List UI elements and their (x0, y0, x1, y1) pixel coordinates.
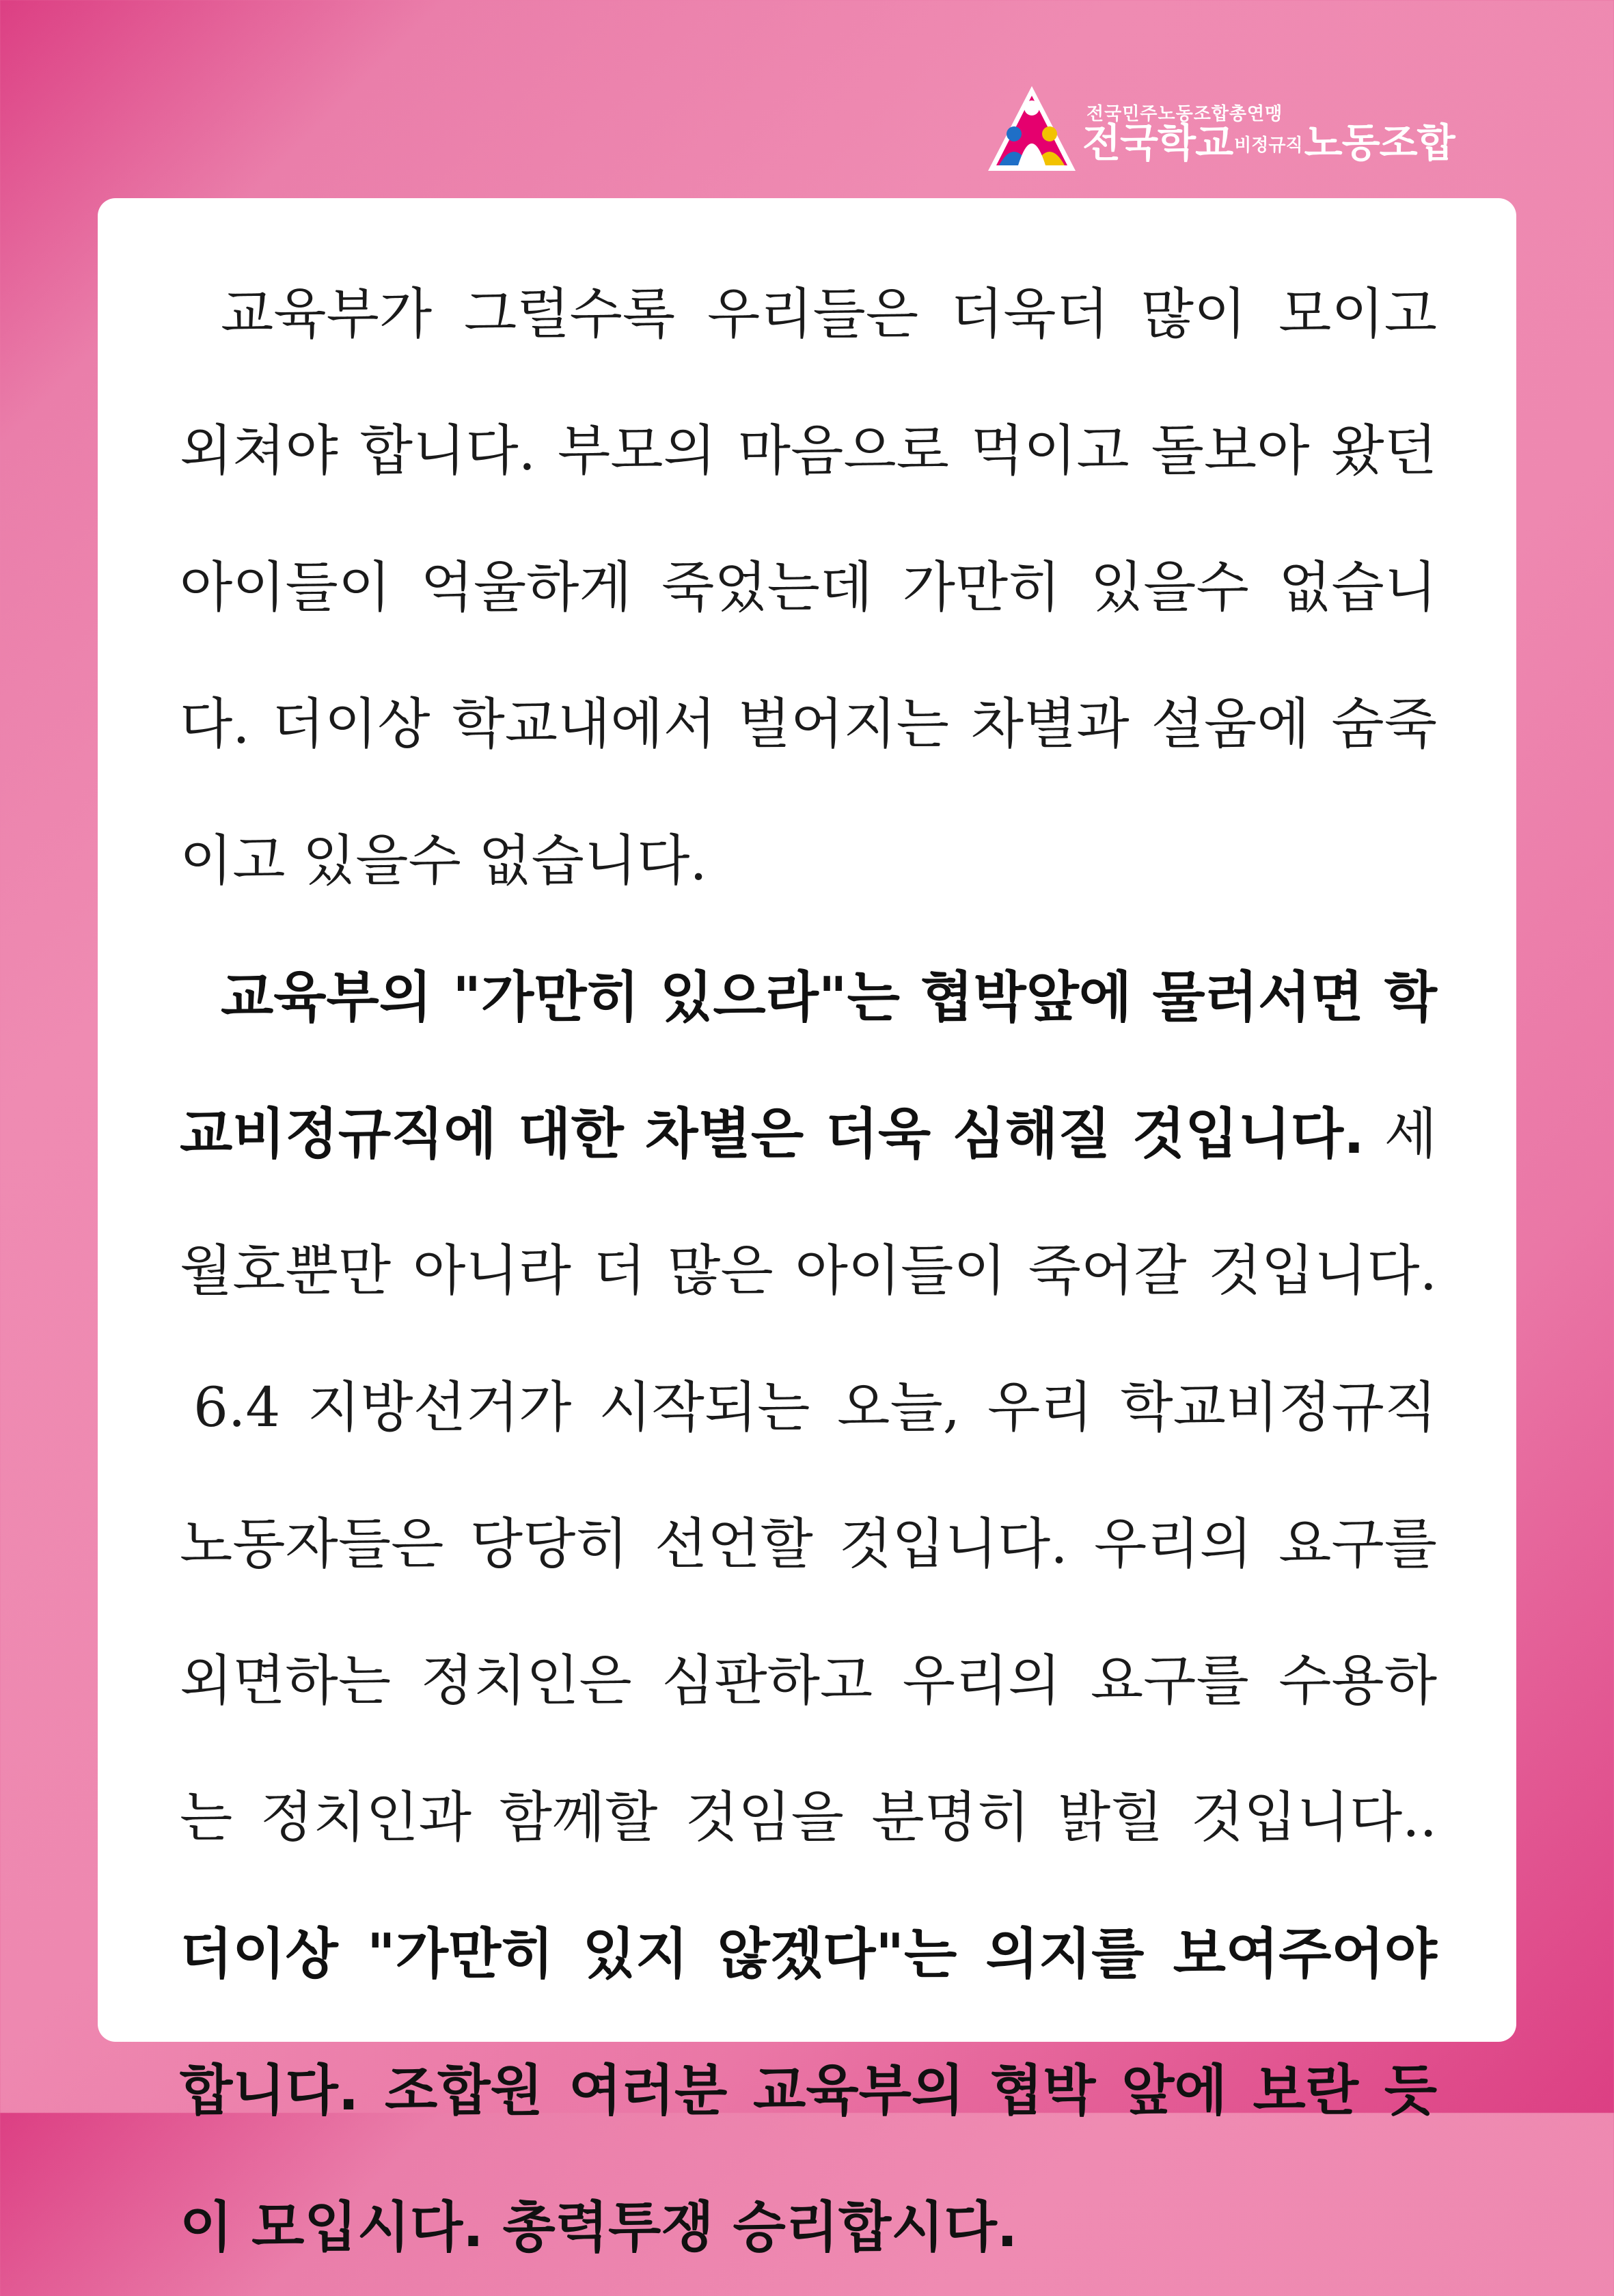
normal-segment: 세 (1384, 1102, 1437, 1166)
body-line: 월호뿐만 아니라 더 많은 아이들이 죽어갈 것입니다. (180, 1239, 1437, 1302)
mixed-line (180, 1066, 1437, 1203)
content-panel (98, 198, 1516, 2259)
union-emblem-icon (984, 81, 1080, 176)
bold-segment: 교비정규직에 대한 차별은 더욱 심해질 것입니다. (180, 1102, 1365, 1166)
bold-line: 이 모입시다. 총력투쟁 승리합시다. (180, 2196, 1018, 2259)
body-line: 는 정치인과 함께할 것임을 분명히 밝힐 것입니다.. (180, 1786, 1437, 1849)
body-line: 이고 있을수 없습니다. (180, 829, 707, 892)
union-logo (984, 81, 1503, 176)
union-name-part2: 노동조합 (1304, 120, 1455, 166)
federation-name: 전국민주노동조합총연맹 (1086, 104, 1283, 124)
bold-line: 교육부의 "가만히 있으라"는 협박앞에 물러서면 학 (221, 966, 1437, 1029)
body-line: 노동자들은 당당히 선언할 것입니다. 우리의 요구를 (180, 1512, 1437, 1576)
body-line: 다. 더이상 학교내에서 벌어지는 차별과 설움에 숨죽 (180, 692, 1437, 756)
union-name-part1: 전국학교 (1082, 120, 1233, 166)
body-line: 교육부가 그럴수록 우리들은 더욱더 많이 모이고 (221, 282, 1437, 346)
body-line: 아이들이 억울하게 죽었는데 가만히 있을수 없습니 (180, 556, 1437, 619)
body-text (180, 246, 1437, 2296)
union-name-small: 비정규직 (1234, 135, 1303, 156)
body-line: 외쳐야 합니다. 부모의 마음으로 먹이고 돌보아 왔던 (180, 419, 1437, 482)
bold-line: 더이상 "가만히 있지 않겠다"는 의지를 보여주어야 (180, 1922, 1437, 1986)
bold-line: 합니다. 조합원 여러분 교육부의 협박 앞에 보란 듯 (180, 2059, 1437, 2122)
union-name (1082, 120, 1455, 166)
body-line: 6.4 지방선거가 시작되는 오늘, 우리 학교비정규직 (193, 1376, 1437, 1439)
body-line: 외면하는 정치인은 심판하고 우리의 요구를 수용하 (180, 1649, 1437, 1712)
